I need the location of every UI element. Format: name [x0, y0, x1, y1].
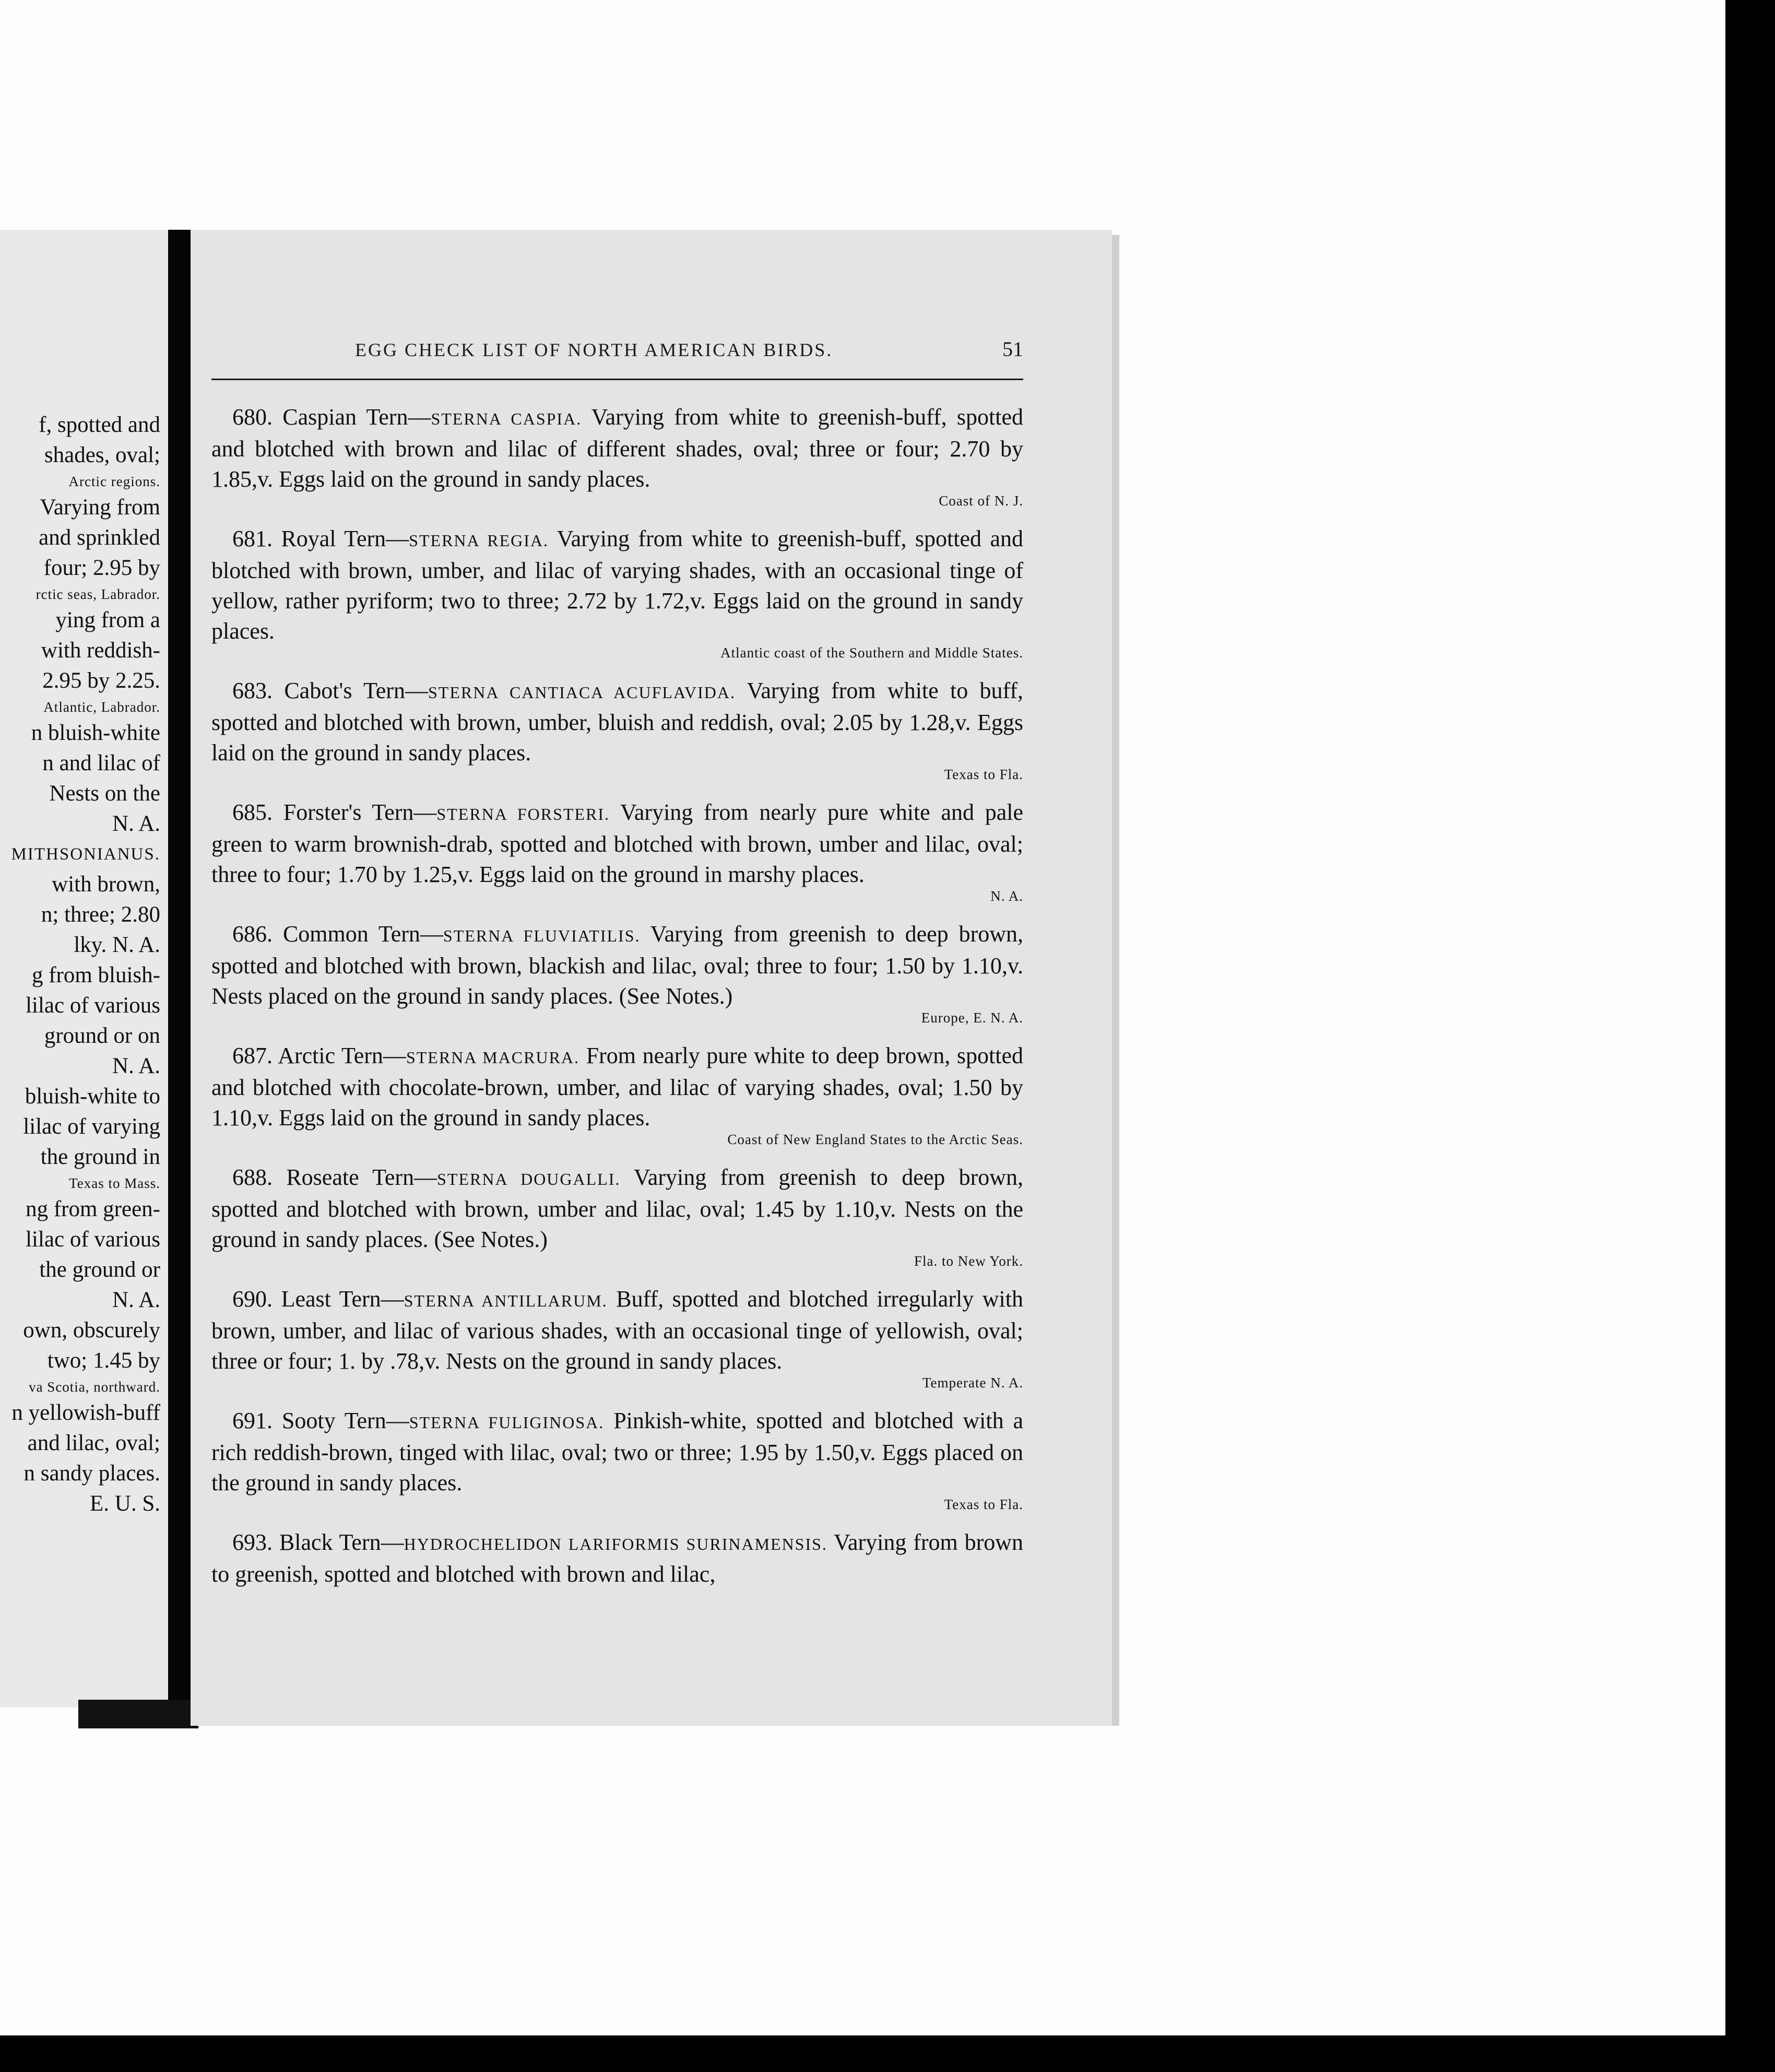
range-locality: Texas to Fla.: [944, 1497, 1023, 1512]
egg-entry: [211, 1527, 1023, 1590]
entry-text: [211, 1406, 1023, 1498]
entry-number: 690.: [232, 1286, 273, 1312]
egg-entry: [211, 1041, 1023, 1149]
left-page-line: bluish-white to: [25, 1084, 160, 1109]
left-page-line: own, obscurely: [23, 1318, 160, 1343]
left-page-line: rctic seas, Labrador.: [36, 586, 160, 602]
left-page-line: n yellowish-buff: [11, 1400, 160, 1425]
egg-description: Varying from white to buff, spotted and blotched with brown, umber, bluish and reddish, oval; 2.05 by 1.28,v. Eggs laid on the ground in sandy places.: [211, 678, 1024, 766]
common-name: Cabot's Tern—: [284, 678, 428, 703]
left-page-line: Texas to Mass.: [69, 1175, 160, 1191]
left-page-line: shades, oval;: [44, 443, 160, 467]
scan-right-border: [1725, 0, 1775, 2035]
left-page-line: the ground or: [39, 1257, 160, 1282]
entry-number: 688.: [232, 1164, 273, 1190]
scientific-name: STERNA DOUGALLI.: [437, 1170, 621, 1188]
left-page-line: the ground in: [40, 1145, 160, 1169]
left-page-line: Varying from: [40, 495, 160, 520]
egg-description: Varying from white to greenish-buff, spotted and blotched with brown and lilac of different shades, oval; three or four; 2.70 by 1.85,v. Eggs laid on the ground in sandy places.: [211, 404, 1024, 492]
entry-number: 680.: [232, 404, 273, 430]
egg-entry: [211, 1284, 1023, 1392]
entry-text: [211, 676, 1023, 768]
scientific-name: STERNA FORSTERI.: [436, 805, 610, 823]
left-page-text-column: [0, 410, 160, 1519]
entry-number: 683.: [232, 678, 273, 703]
egg-entries-list: [211, 402, 1023, 1603]
range-locality: N. A.: [990, 888, 1023, 904]
entry-number: 687.: [232, 1043, 273, 1068]
left-page-line: N. A.: [112, 811, 160, 836]
entry-text: [211, 402, 1023, 495]
entry-number: 691.: [232, 1408, 273, 1433]
entry-number: 693.: [232, 1529, 273, 1555]
common-name: Least Tern—: [281, 1286, 404, 1312]
entry-text: [211, 1041, 1023, 1133]
left-page-line: E. U. S.: [90, 1491, 160, 1516]
scientific-name: STERNA FULIGINOSA.: [409, 1413, 605, 1432]
egg-entry: [211, 1162, 1023, 1270]
left-page-line: ground or on: [44, 1023, 160, 1048]
left-page-line: N. A.: [112, 1288, 160, 1312]
scientific-name: STERNA MACRURA.: [406, 1048, 580, 1067]
range-locality: Fla. to New York.: [914, 1253, 1023, 1269]
entry-text: [211, 1527, 1023, 1590]
left-page-line: lky. N. A.: [74, 933, 160, 957]
scientific-name: STERNA FLUVIATILIS.: [443, 926, 641, 945]
scientific-name: STERNA REGIA.: [409, 531, 549, 550]
left-page-line: n sandy places.: [23, 1461, 160, 1486]
left-page-line: Arctic regions.: [68, 474, 160, 489]
range-locality: Atlantic coast of the Southern and Middle States.: [720, 645, 1023, 661]
entry-text: [211, 1284, 1023, 1376]
common-name: Forster's Tern—: [283, 799, 437, 825]
left-page: [0, 230, 175, 1708]
egg-description: Varying from nearly pure white and pale green to warm brownish-drab, spotted and blotched with brown, umber and lilac, oval; three to four; 1.70 by 1.25,v. Eggs laid on the ground in marshy places.: [211, 799, 1024, 887]
left-page-line: n bluish-white: [31, 721, 160, 745]
common-name: Royal Tern—: [281, 526, 409, 551]
left-page-line: g from bluish-: [31, 963, 160, 987]
scientific-name: STERNA CANTIACA ACUFLAVIDA.: [428, 683, 736, 702]
left-page-line: N. A.: [112, 1054, 160, 1078]
left-page-line: and sprinkled: [39, 525, 160, 550]
left-page-line: n and lilac of: [42, 751, 160, 775]
egg-description: Pinkish-white, spotted and blotched with a rich reddish-brown, tinged with lilac, oval; two or three; 1.95 by 1.50,v. Eggs placed on the ground in sandy places.: [211, 1408, 1024, 1496]
common-name: Black Tern—: [279, 1529, 404, 1555]
entry-text: [211, 797, 1023, 890]
left-page-line: two; 1.45 by: [47, 1348, 160, 1373]
egg-description: Varying from brown to greenish, spotted and blotched with brown and lilac,: [211, 1529, 1024, 1587]
entry-text: [211, 1162, 1023, 1255]
left-page-line: 2.95 by 2.25.: [42, 668, 160, 693]
egg-description: Buff, spotted and blotched irregularly with brown, umber, and lilac of various shades, with an occasional tinge of yellowish, oval; three or four; 1. by .78,v. Nests on the ground in sandy places.: [211, 1286, 1024, 1374]
left-page-line: with brown,: [52, 872, 160, 897]
egg-description: From nearly pure white to deep brown, spotted and blotched with chocolate-brown, umber, and lilac of varying shades, oval; 1.50 by 1.10,v. Eggs laid on the ground in sandy places.: [211, 1043, 1024, 1131]
range-locality: Temperate N. A.: [922, 1375, 1023, 1391]
left-page-line: n; three; 2.80: [41, 902, 160, 927]
left-page-line: lilac of varying: [23, 1114, 160, 1139]
left-page-line: lilac of various: [26, 1227, 160, 1252]
common-name: Caspian Tern—: [282, 404, 431, 430]
egg-entry: [211, 402, 1023, 510]
page-number: 51: [1002, 337, 1023, 361]
egg-description: Varying from greenish to deep brown, spotted and blotched with brown, umber and lilac, oval; 1.45 by 1.10,v. Nests on the ground in sandy places. (See Notes.): [211, 1164, 1024, 1252]
left-page-line: ying from a: [55, 608, 160, 632]
range-locality: Texas to Fla.: [944, 767, 1023, 782]
page-edge: [1112, 235, 1119, 1726]
running-head: [211, 337, 1023, 380]
common-name: Roseate Tern—: [286, 1164, 437, 1190]
common-name: Sooty Tern—: [281, 1408, 409, 1433]
range-locality: Europe, E. N. A.: [921, 1010, 1023, 1026]
range-locality: Coast of N. J.: [939, 493, 1023, 509]
egg-entry: [211, 524, 1023, 662]
left-page-line: ng from green-: [26, 1197, 160, 1221]
left-page-line: and lilac, oval;: [27, 1431, 160, 1455]
left-page-line: four; 2.95 by: [43, 556, 160, 580]
entry-number: 681.: [232, 526, 273, 551]
egg-entry: [211, 797, 1023, 905]
left-page-line: lilac of various: [26, 993, 160, 1018]
range-locality: Coast of New England States to the Arctic Seas.: [727, 1132, 1023, 1147]
left-page-line: Nests on the: [49, 781, 160, 806]
egg-entry: [211, 1406, 1023, 1514]
left-page-line: va Scotia, northward.: [29, 1379, 160, 1395]
egg-entry: [211, 919, 1023, 1027]
left-page-line: f, spotted and: [39, 413, 160, 437]
scientific-name: STERNA CASPIA.: [431, 409, 582, 428]
scientific-name: HYDROCHELIDON LARIFORMIS SURINAMENSIS.: [404, 1535, 827, 1553]
entry-text: [211, 524, 1023, 646]
common-name: Arctic Tern—: [278, 1043, 406, 1068]
left-page-line: Atlantic, Labrador.: [43, 699, 160, 715]
page-shadow: [78, 1700, 198, 1728]
entry-number: 686.: [232, 921, 273, 947]
running-head-title: EGG CHECK LIST OF NORTH AMERICAN BIRDS.: [355, 339, 833, 360]
scientific-name: STERNA ANTILLARUM.: [404, 1291, 608, 1310]
entry-number: 685.: [232, 799, 273, 825]
scan-bottom-border: [0, 2035, 1775, 2072]
entry-text: [211, 919, 1023, 1011]
egg-description: Varying from white to greenish-buff, spotted and blotched with brown, umber, and lilac of varying shades, with an occasional tinge of yellow, rather pyriform; two to three; 2.72 by 1.72,v. Eggs laid on the ground in sandy places.: [211, 526, 1023, 644]
egg-description: Varying from greenish to deep brown, spotted and blotched with brown, blackish and lilac, oval; three to four; 1.50 by 1.10,v. Nests placed on the ground in sandy places. (See Notes.): [211, 921, 1023, 1009]
common-name: Common Tern—: [282, 921, 443, 947]
left-page-line: MITHSONIANUS.: [11, 845, 160, 864]
left-page-line: with reddish-: [41, 638, 160, 663]
egg-entry: [211, 676, 1023, 784]
